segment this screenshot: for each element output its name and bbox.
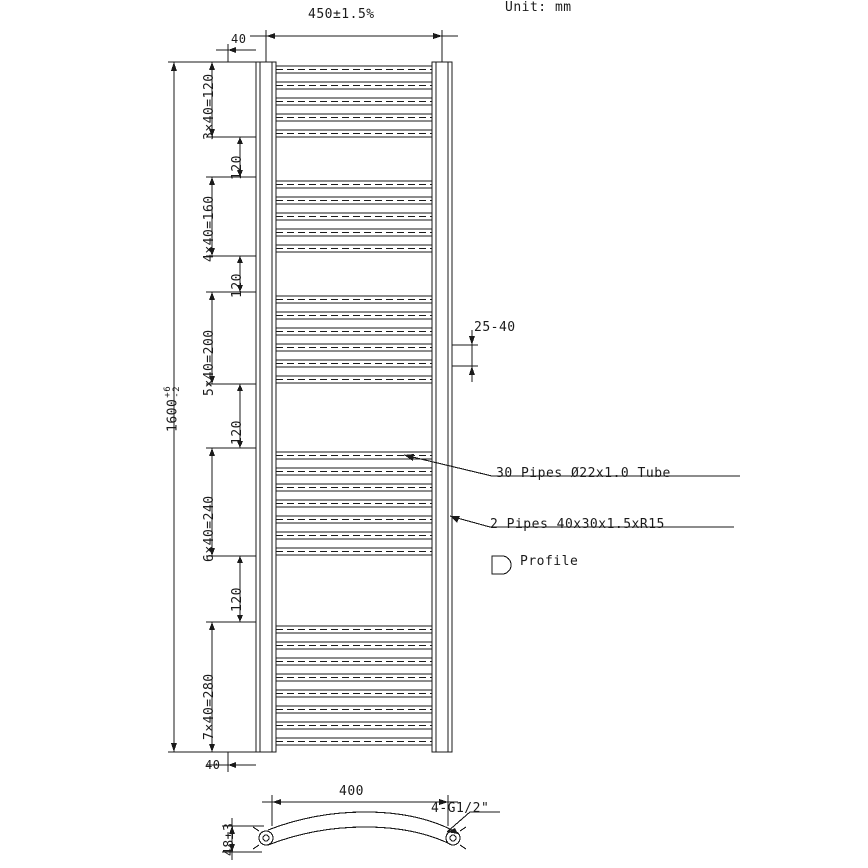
dim-top-width-label: 450±1.5% xyxy=(308,7,375,22)
pipe-group-5 xyxy=(276,626,432,745)
pipe-group-3 xyxy=(276,296,432,383)
dim-gap-2-label: 120 xyxy=(230,273,245,298)
dim-segment-3-label: 5×40=200 xyxy=(202,329,217,396)
dim-top-width xyxy=(250,30,458,62)
side-view-depth-label xyxy=(222,823,237,856)
dim-overall-height-label xyxy=(164,386,182,432)
profile-label: Profile xyxy=(520,554,579,569)
dim-gap-1-label: 120 xyxy=(230,155,245,180)
pipe-group-1 xyxy=(276,66,432,137)
dim-gap-chain xyxy=(237,137,243,622)
callout-2-pipes: 2 Pipes 40x30x1.5xR15 xyxy=(490,517,665,532)
side-view-depth-value: 48 xyxy=(222,839,237,856)
overall-height-tol-minus: -2 xyxy=(172,385,182,398)
dim-gap-3-label: 120 xyxy=(230,420,245,445)
side-view-depth-tol: ±3 xyxy=(222,822,237,840)
profile-symbol xyxy=(492,556,511,574)
dim-segment-2-label: 4×40=160 xyxy=(202,195,217,262)
overall-height-tol-plus: +6 xyxy=(163,385,173,398)
dim-pipe-spacing xyxy=(452,330,478,382)
dim-bottom-40-label: 40 xyxy=(205,758,221,772)
dim-overall-height xyxy=(165,62,262,752)
dim-top-40 xyxy=(216,44,256,62)
pipe-group-2 xyxy=(276,181,432,252)
dim-gap-4-label: 120 xyxy=(230,587,245,612)
left-vertical-rail xyxy=(256,62,276,752)
overall-height-value: 1600 xyxy=(165,398,181,432)
dim-segment-1-label: 3×40=120 xyxy=(202,73,217,140)
side-view-connection-label: 4-G1/2" xyxy=(431,801,490,816)
dim-segment-4-label: 6×40=240 xyxy=(202,495,217,562)
callout-30-pipes: 30 Pipes Ø22x1.0 Tube xyxy=(496,466,671,481)
unit-note: Unit: mm xyxy=(505,0,572,15)
dim-segment-5-label: 7×40=280 xyxy=(202,673,217,740)
dim-top-40-label: 40 xyxy=(231,32,247,46)
side-view-width-label: 400 xyxy=(339,784,364,799)
right-vertical-rail xyxy=(432,62,452,752)
pipe-group-4 xyxy=(276,452,432,555)
dim-pipe-spacing-label: 25-40 xyxy=(474,320,516,335)
